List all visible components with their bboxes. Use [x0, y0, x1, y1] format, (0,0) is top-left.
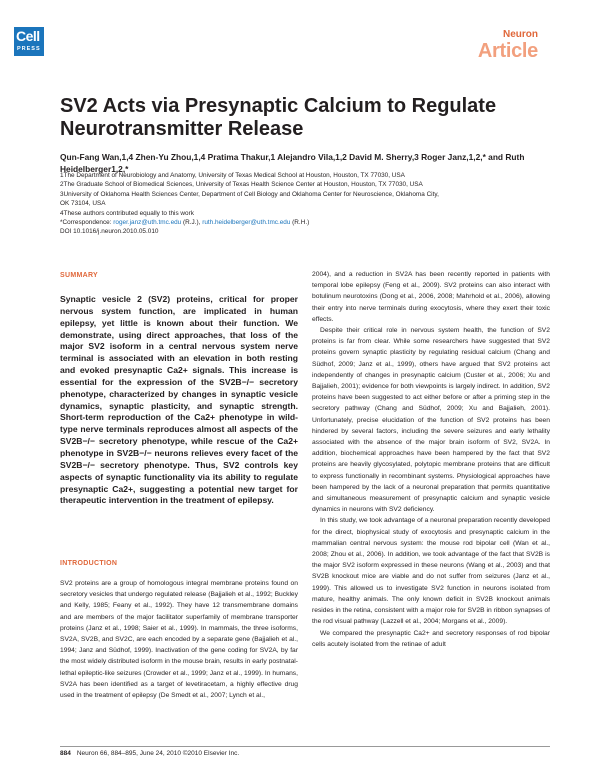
paragraph: In this study, we took advantage of a neuronal preparation recently developed for the direct, biophysical study of exocytosis and presynaptic calcium in the mammalian central nervous system: the mouse rod bipolar cell (Wan et al., 2008; Zhou et al., 2006). In addition, we took advantage of the fact that SV2B is the major SV2 isoform expressed in these neurons (Wang et al., 2003) and that SV2B knockout mice are viable and do not suffer from seizures (Janz et al., 1999). This allowed us to investigate SV2 function in neurons isolated from mature, healthy animals. The only known deficit in SV2B knockout animals resides in the retina, consistent with a major role for SV2B in ribbon synapses of the rod visual pathway (Lazzell et al., 2004; Morgans et al., 2009).	[312, 517, 550, 626]
cell-press-logo	[14, 27, 44, 56]
affiliation-3: 3University of Oklahoma Health Sciences Center, Department of Cell Biology and Oklahoma Center for Neuroscience, Oklahoma City,	[60, 190, 439, 198]
paragraph: We compared the presynaptic Ca2+ and secretory responses of rod bipolar cells acutely isolated from the retinae of adult	[312, 629, 550, 648]
affiliation-1: 1The Department of Neurobiology and Anatomy, University of Texas Medical School at Houston, Houston, TX 77030, USA	[60, 172, 405, 179]
logo-subtext: PRESS	[17, 46, 41, 52]
paragraph: 2004), and a reduction in SV2A has been recently reported in patients with temporal lobe epilepsy (Feng et al., 2009). SV2 proteins can also interact with botulinum neurotoxins (Dong et al., 2006, 2008; Mahrhold et al., 2006), allowing their entry into nerve terminals during exocytosis, where they exert their toxic effects.	[312, 271, 550, 323]
summary-text: Synaptic vesicle 2 (SV2) proteins, critical for proper nervous system function, are implicated in human epilepsy, yet little is known about their function. We demonstrate, using direct approaches, that loss of the major SV2 isoform in a central nervous system nerve terminal is associated with an elevation in both resting and evoked presynaptic Ca2+ signals. This increase is essential for the expression of the SV2B−/− secretory phenotype, characterized by changes in synaptic vesicle dynamics, synaptic plasticity, and synaptic strength. Short-term reproduction of the Ca2+ phenotype in wild-type nerve terminals reproduces almost all aspects of the SV2B−/− secretory phenotype, while rescue of the Ca2+ phenotype in SV2B−/− neurons relieves every facet of the SV2B−/− secretory phenotype. Thus, SV2 controls key aspects of synaptic functionality via its ability to regulate presynaptic Ca2+, suggesting a potential new target for therapeutic intervention in the treatment of epilepsy.	[60, 294, 298, 506]
affiliation-3-cont: OK 73104, USA	[60, 200, 106, 208]
doi: DOI 10.1016/j.neuron.2010.05.010	[60, 228, 159, 236]
journal-citation: Neuron 66, 884–895, June 24, 2010 ©2010 Elsevier Inc.	[76, 750, 240, 757]
paper-title: SV2 Acts via Presynaptic Calcium to Regulate Neurotransmitter Release	[60, 95, 497, 140]
affiliation-2: 2The Graduate School of Biomedical Sciences, University of Texas Health Science Center at Houston, Houston, TX 77030, USA	[60, 181, 423, 189]
page-number: 884	[60, 750, 71, 757]
paragraph: Despite their critical role in nervous system health, the function of SV2 proteins is far from clear. While some researchers have suggested that SV2 proteins govern synaptic plasticity by regulating residual calcium (Chang and Südhof, 2009; Janz et al., 1999), others have argued that SV2 proteins act independently of changes in presynaptic calcium (Custer et al., 2006; Xu and Bajjalieh, 2001); evidence for both viewpoints is largely indirect. In addition, SV2 proteins have been suggested to act either before or after a priming step in the secretory pathway (Chang and Südhof, 2009; Xu and Bajjalieh, 2001). Unfortunately, precise elucidation of the function of SV2 proteins has been hindered by several factors, including the severe seizures and early lethality associated with the absence of the major brain isoform of SV2, SV2A. In addition, biochemical approaches have been hampered by the fact that SV2 proteins are heavily glycosylated, polytopic membrane proteins that are difficult to express functionally in recombinant systems. Physiological approaches have been hampered by the lack of a neuronal preparation that permits quantitative and simultaneous measurement of presynaptic calcium and synaptic vesicle dynamics in neurons with SV2 deficiency.	[312, 327, 550, 514]
author-list: Qun-Fang Wan,1,4 Zhen-Yu Zhou,1,4 Pratima Thakur,1 Alejandro Vila,1,2 David M. Sherry,3 Roger Janz,1,2,* and Ruth Heidelberger1,2,*	[60, 152, 525, 174]
correspondence	[60, 218, 540, 227]
correspondence-label: *Correspondence:	[60, 219, 114, 227]
affiliations	[60, 171, 540, 237]
footer-divider	[60, 746, 550, 747]
logo-text: Cell	[16, 28, 40, 44]
page-footer	[60, 750, 239, 757]
affiliation-4: 4These authors contributed equally to this work	[60, 209, 194, 217]
email-link-janz[interactable]: roger.janz@uth.tmc.edu	[113, 219, 182, 227]
introduction-text: SV2 proteins are a group of homologous integral membrane proteins found on secretory vesicles that undergo regulated release (Bajjalieh et al., 1992; Buckley and Kelly, 1985; Feany et al., 1992). They have 12 transmembrane domains and are members of the major facilitator superfamily of membrane transporter proteins (Janz et al., 1998; Saier et al., 1999). In mammals, the three isoforms, SV2A, SV2B, and SV2C, are each encoded by a separate gene (Bajjalieh et al., 1994; Janz and Südhof, 1999). Inactivation of the gene coding for SV2A, by far the most widely distributed isoform in the mouse brain, results in early postnatal-lethal epileptic-like seizures (Crowder et al., 1999; Janz et al., 1999). In humans, SV2A has been identified as a target of levetiracetam, a highly effective drug used in the treatment of epilepsy (De Smedt et al., 2007; Lynch et al.,	[60, 580, 298, 700]
correspondence-mid: (R.J.),	[181, 219, 203, 227]
summary-heading: SUMMARY	[60, 272, 99, 279]
email-link-heidelberger[interactable]: ruth.heidelberger@uth.tmc.edu	[202, 219, 291, 227]
correspondence-end: (R.H.)	[290, 219, 310, 227]
journal-name: Neuron	[503, 29, 538, 40]
right-column	[312, 269, 550, 650]
introduction-heading: INTRODUCTION	[60, 560, 118, 567]
article-type: Article	[477, 40, 538, 62]
